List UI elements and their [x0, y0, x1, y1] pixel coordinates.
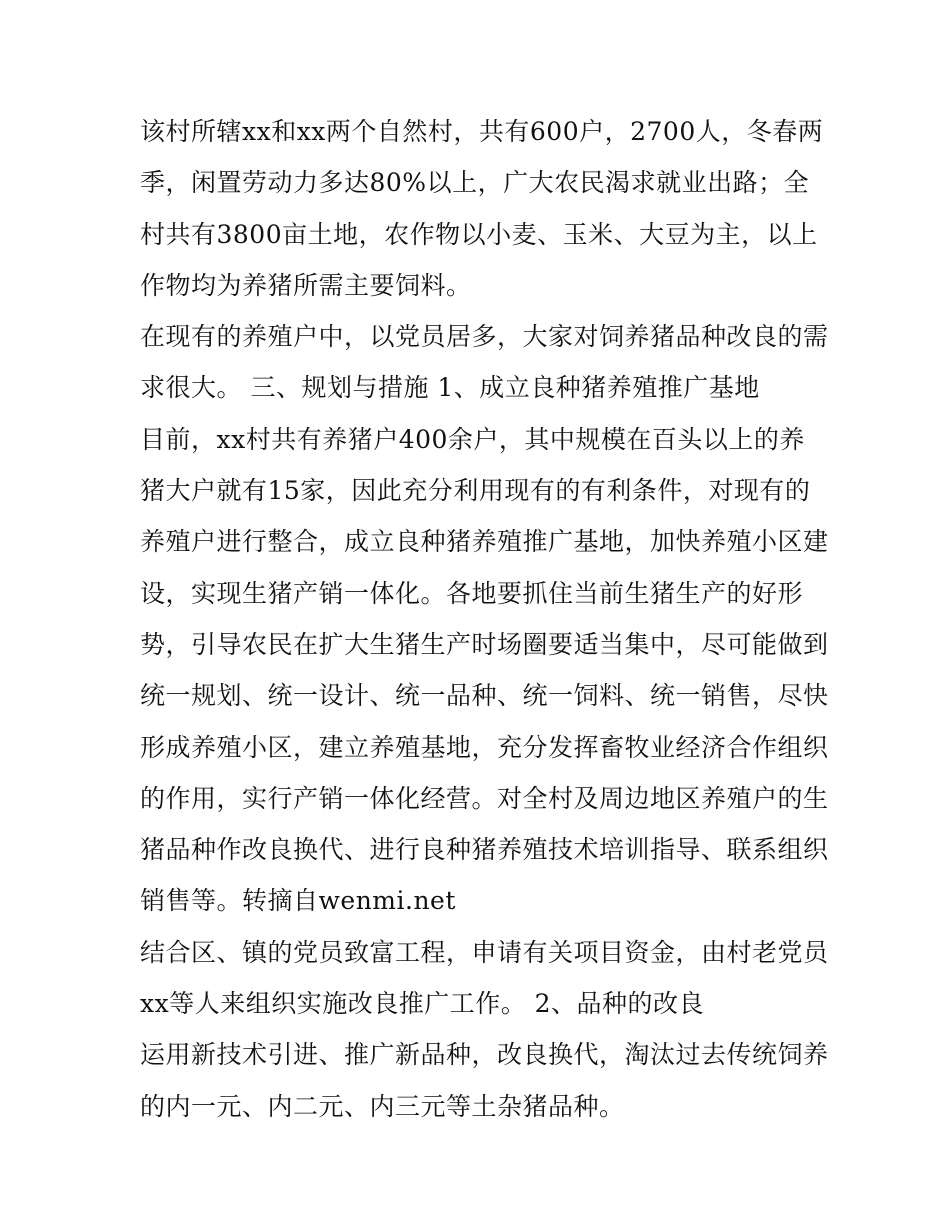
text-line: 季，闲置劳动力多达80%以上，广大农民渴求就业出路；全: [140, 168, 810, 198]
text-line: 的内一元、内二元、内三元等土杂猪品种。: [140, 1091, 625, 1121]
text-line: 求很大。 三、规划与措施 1、成立良种猪养殖推广基地: [140, 373, 760, 403]
text-line: 统一规划、统一设计、统一品种、统一饲料、统一销售，尽快: [140, 681, 829, 711]
text-line: 在现有的养殖户中，以党员居多，大家对饲养猪品种改良的需: [140, 322, 829, 352]
text-line: 设，实现生猪产销一体化。各地要抓住当前生猪生产的好形: [140, 578, 804, 608]
text-line: 势，引导农民在扩大生猪生产时场圈要适当集中，尽可能做到: [140, 629, 829, 659]
text-line: xx等人来组织实施改良推广工作。 2、品种的改良: [140, 989, 705, 1019]
text-line: 养殖户进行整合，成立良种猪养殖推广基地，加快养殖小区建: [140, 527, 829, 557]
text-line: 结合区、镇的党员致富工程，申请有关项目资金，由村老党员: [140, 937, 829, 967]
text-line: 的作用，实行产销一体化经营。对全村及周边地区养殖户的生: [140, 783, 829, 813]
text-line: 该村所辖xx和xx两个自然村，共有600户，2700人，冬春两: [140, 117, 824, 146]
text-line: 形成养殖小区，建立养殖基地，充分发挥畜牧业经济合作组织: [140, 732, 829, 762]
text-line: 村共有3800亩土地，农作物以小麦、玉米、大豆为主，以上: [140, 219, 818, 249]
text-line: 作物均为养猪所需主要饲料。: [140, 270, 472, 300]
text-line: 运用新技术引进、推广新品种，改良换代，淘汰过去传统饲养: [140, 1040, 829, 1070]
text-line: 销售等。转摘自wenmi.net: [140, 886, 456, 916]
document-body: [140, 106, 830, 1132]
text-line: 猪品种作改良换代、进行良种猪养殖技术培训指导、联系组织: [140, 835, 829, 865]
text-line: 猪大户就有15家，因此充分利用现有的有利条件，对现有的: [140, 476, 811, 506]
text-line: 目前，xx村共有养猪户400余户，其中规模在百头以上的养: [140, 424, 805, 454]
